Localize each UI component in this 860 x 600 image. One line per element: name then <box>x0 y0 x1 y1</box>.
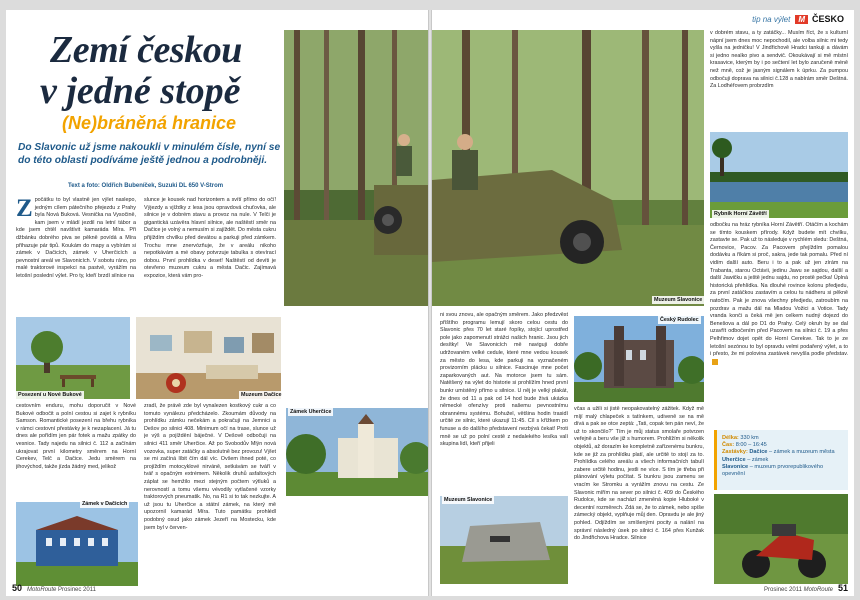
caption-rybnik: Rybník Horní Závětří <box>714 211 767 217</box>
photo-cesky-rudolec <box>574 316 704 402</box>
right-page <box>432 10 854 596</box>
text-col1: ni svou znovu, ale opačným směrem. Jako předzvěst příštího programu lemují skoro celou cestu do Slavonic přes 70 let staré řopíky, stojící uprostřed pole jako zapomenutí strážci našich hranic. Jsou jich desítky! Ve Slavonicích mě naviguji dobře udržovaném velké cedule, které mne vedou kousek za město do lesa, kde parkuji na vyznačeném provizorním plácku u silnice. Fascinuje mne počet zaparkovaných aut. Na motorce jsem tu sám. Natěšený na výlet do historie si prohlížím hned první bunkr umístěný přímo u silnice. U něj je velký plakát, že dnes od 11 a pak od 14 hod bude živá ukázka německé ofenzívy proti našemu pevnostnímu obrannému systému. Bohužel, většina hodin trasidí určité ze silnic, které ukazují 11:45. Cíl s křížkem po funuse a do dalšího představení nezbývá čekat! Proti mně se už po polní cestě z nedalekého lesíka valí skupina lidí, kteří přijeli <box>440 312 568 448</box>
photo-zamek-dacice <box>16 502 138 586</box>
lead-paragraph: Do Slavonic už jsme nakoukli v minulém čísle, nyní se do této oblasti podíváme ještě jednou a podrobněji. <box>18 142 281 166</box>
caption-cesky-rudolec: Český Rudolec <box>660 317 699 323</box>
photo-motorka <box>714 494 848 584</box>
photo-rybnik <box>710 132 848 218</box>
text-col2-bottom: zradí, že právě zde byl vynalezen kostkový cukr a co tomuto vynálezu předcházelo. Zkoumám důvody na prohlídku zámku nečekám a pokračuji na Jemnici a Dešov po silnici 408. Minimum očí na trase, slunce už je výš a pojíždění báječné. V Dešově odbočuji na silnici 411 směr Uherčice. Až po Svobodův Mlýn nová vozovka, super zatáčky a absolutně bez provozu! Výlet se mi začíná líbit čím dál víc. Ovšem ihned poté, co projíždím motocyklové nirváně, setkávám se tváří v tvář s opačným extrémem. Několik druhů asfaltových záplat se hemžilo mezi stejným počtem výtluků a nerovností a tomu všemu vévodily vytlačené vzorky traktorových pneumatik. No, na R1 si to tak nezkujte. A už jsou tu Uherčice a státní zámek, na který mě upozornil kamarád Míra. Tuto památku prohlédl podobný osud jako zámek Jezeří na Mostecku, kde jsem byl v červen- <box>144 403 276 531</box>
end-mark-icon <box>712 359 718 365</box>
caption-muzeum-slavonice: Muzeum Slavonice <box>654 297 703 303</box>
footer-left <box>12 583 96 593</box>
text-col1-top <box>16 197 136 313</box>
caption-posezeni: Posezení u Nové Bukové <box>18 392 82 398</box>
text-col3-bottom <box>288 502 422 584</box>
caption-muzeum-dacice: Muzeum Dačice <box>241 392 282 398</box>
info-length: Délka: 330 km <box>722 435 759 441</box>
issue-left: Prosinec 2011 <box>58 587 96 593</box>
photo-zamek-uhercice <box>286 408 428 496</box>
left-page <box>6 10 428 596</box>
author-credit: Text a foto: Oldřich Bubeníček, Suzuki DL 650 V-Strom <box>68 183 224 189</box>
info-time: Čas: 8:00 – 16:45 <box>722 442 767 449</box>
magazine-name-left: MotoRoute <box>27 587 57 593</box>
col1-text: počátku to byl vlastně jen výlet naslepo, jedným cílem pátečního přejezdu z Prahy byla Nová Buková. Vesnička na Vysočině, kam jsem v mládí jezdil na letní tábor a kde jsem chtěl navštívit kamaráda Míra. Při džbánku dobrého piva se pěkně povídá a Míra přihazuje pár tipů. Koukám do mapy a vybírám si zámek v Dačicích, zámek v Uherčicích a pevnostní areál ve Slavonicích. V sobotu ráno, po malé traktorové inspekci na pastvě, vyrážím na letošní poslední výlet. Pro ty, kteří brzdí silnice na <box>16 197 136 279</box>
text-col2: včas a užili si jistě neopakovatelný zážitek. Když mě míjí malý chlapeček s tatínkem, udiveně se na mě dívá a pak se otce zeptá: „Tati, copak ten pán neví, že už to skončilo?“ Tím je můj status smolaře potvrzen veřejně a beru vše již s humorem. Prohlížím si několik objektů, až dorazím ke kompletně zařízenému bunkru, kde se již za prohlídku platí, ale určitě to stojí za to. Prohlídka celého areálu a všech informačních tabulí zabere určitě hodinu, jestli ne více. S tím je třeba při plánování výletu počítat. S bunkru jsou zamenu se vracím ke Stromku a vyrážím znovu na cestu. Ze Slavonic mířím na sever po silnici č. 409 do Českého Rudolce, kde se nachází zmeněná kopie Hluboké v decentní rozměrech. Zdá se, že to zámek, nebo spíše zámecký objekt, vyplňuje můj den. Opravdu je ale jiný pohled. Odjíždím se smíšenými pocity a nalání na správní následný úsek po silnici č. 164 přes Kunžak do Jindřichova Hradce. Silnice <box>574 406 704 542</box>
text-col3-top: v dobrém stavu, a ty zatáčky... Musím říct, že s kulturní nápní jsem dnes moc nepochodil, ale volba silnic mi tedy vyšla na jedničku! V Jindřichově Hradci tankuji a dávám si jedno nealko pivo a sendvič. Okoukávají si mě místní krasavice, kterým by i po sečtení let bylo zaručeně méně než mně, což je jasným signálem k úprku. Za pumpou odbočuji doprava na silnici č.128 a nabírám směr Deštná. Za Lodhéřovem probrzdím <box>710 30 848 90</box>
col3-mid-text: odbočku na hráz rybníka Horní Závětří. Otáčím a kochám se tímto kouskem přírody. Když budete mít chvilku, zastavte se. Pak už to následuje v rychlém sledu: Deštná, Černovice, Pacov. Za Pacovem přejíždím pomalou dodávku a říkám si proč, sakra, jede tak pomalu. Před ní vidím další auto. Beru i to a pak už jen zírám na Trabanta, starou Octávii, jedinu Jawu se sajdou, další a další Jawičku a ještě jednu sajdu, no prostě pečka! Úplná historická přehlídka. Na dlouhé rovince kolonu předjedu, za první zatáčkou zastavím a celou tu nádheru si pěkně natočím. Pak je znova všechny předjedu, zatroubím na pozdrav a mažu dál na Mladou Vožici a Votice. Tady vranda konči a čeká mě jen celkem nudný dojezd do Benešova a dál po D1 do Prahy. Celý okruh by se dal uzavřít odbočením před Pacovem na silnici č. 19 a přes Pelhřimov dojet opět do Horní Cerekve. Tak to je ze letošní sezónou to byl opravdu velmi podařený výlet, a to i přesto, že mi polovina zastávek nevyšla podle představ. <box>710 222 848 358</box>
text-col1-bottom: cestovním enduru, mohu doporučit v Nové Bukové odbočit a polní cestou si zajet k rybníku Samson. Romantické posezení na břehu rybníka v rámci cestovní přestávky je k nezaplacení. Já tu dnes ale pořídím jen pár fotek a mažu zpátky do vesnice. Tady najedu na silnici č. 112 a začínám ukrajovat první kilometry směrem na Horní Cerekev, Telč a Dačice. Jedu směrem na jihovýchod, takže jízda žádný med, jelikož <box>16 403 136 470</box>
page-number-left: 50 <box>12 583 23 593</box>
magazine-name-right: MotoRoute <box>803 587 833 593</box>
header-country: ČESKO <box>811 14 844 24</box>
drop-cap: Z <box>16 197 33 222</box>
section-header <box>752 14 844 24</box>
caption-zamek-uhercice: Zámek Uherčice <box>290 409 332 415</box>
photo-kubelwagen-right <box>432 30 704 306</box>
footer-right <box>764 583 848 593</box>
subtitle: (Ne)bráněná hranice <box>62 113 237 133</box>
caption-zamek-dacice: Zámek v Dačicích <box>82 501 128 507</box>
page-number-right: 51 <box>837 583 848 593</box>
photo-posezeni <box>16 317 130 399</box>
photo-muzeum-dacice <box>136 317 281 399</box>
photo-bunkr <box>440 496 568 584</box>
motoroute-logo: M <box>795 15 808 24</box>
title-line-1: Zemí českou <box>50 29 242 71</box>
photo-kubelwagen-left <box>284 30 428 306</box>
header-tag: tip na výlet <box>752 15 791 24</box>
trip-info-box <box>714 430 848 490</box>
text-col2-top: slunce je kousek nad horizontem a svítí přímo do očí! Výjezdy a vjíždky z lesa jsou opravdová chuťovka, ale silnice je v dobrém stavu a provoz na nule. V Telči je gigantická uzávěra hlavní silnice, ale naštěstí směr na Dačice je volný a nemusím si zajíždět. Do města cukru přijíždím chvilku před devátou a parkuji před zámkem. Trochu mne znervózňuje, že v areálu nikoho nepotkávám a mé obavy potvrzuje tabulka s otevírací dobou. První prohlídka v deset! Naštěstí od devíti je otevřeno muzeum cukru a města Dačic. Zajímavá expozice, která vám pro- <box>144 197 276 279</box>
issue-right: Prosinec 2011 <box>764 587 802 593</box>
info-stops: Zastávky: Dačice – zámek a muzeum města <box>722 449 835 456</box>
info-stop-2: Uherčice – zámek <box>722 456 769 463</box>
info-stop-3: Slavonice – muzeum prvorepublikového opevnění <box>722 463 824 478</box>
caption-muzeum-slavonice-2: Muzeum Slavonice <box>444 497 493 503</box>
text-col3-mid <box>710 222 848 426</box>
title-line-2: v jedné stopě <box>40 70 241 112</box>
